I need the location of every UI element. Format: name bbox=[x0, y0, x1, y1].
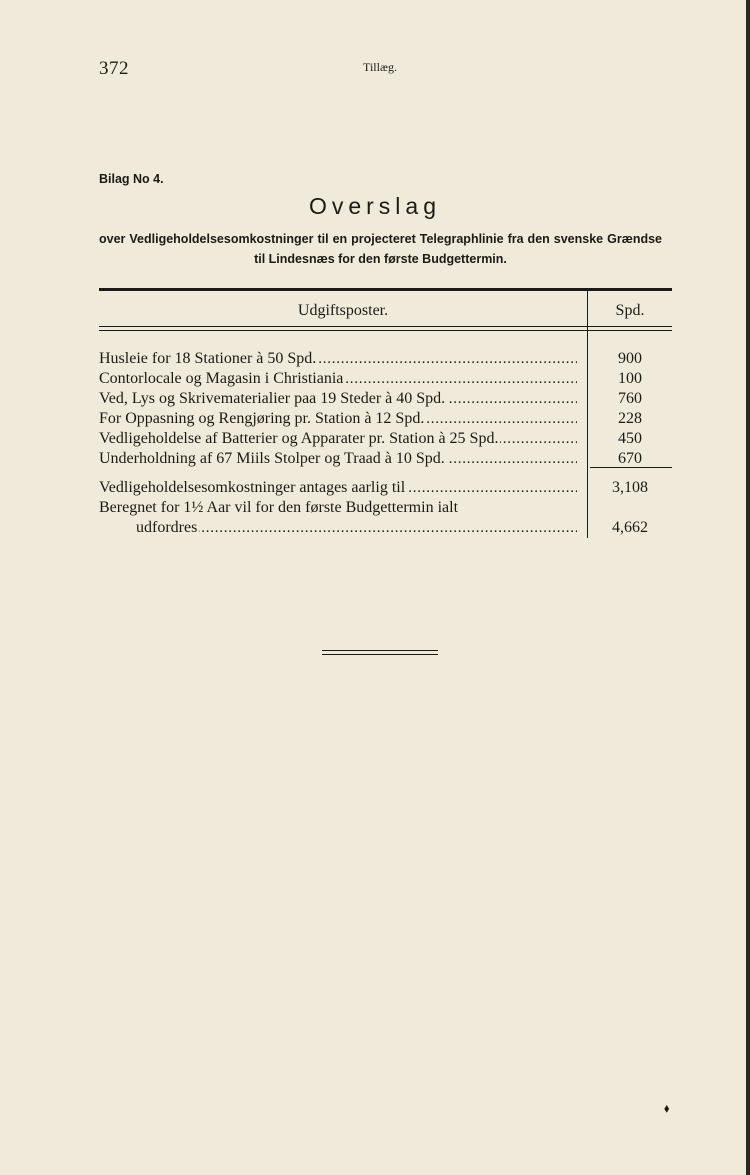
row-value: 228 bbox=[618, 410, 642, 427]
appendix-label: Bilag No 4. bbox=[99, 172, 164, 186]
sum-rule bbox=[590, 467, 672, 468]
budget-total-label-line2: udfordres bbox=[136, 519, 198, 536]
row-label: For Oppasning og Rengjøring pr. Station à 12 Spd. bbox=[99, 410, 425, 427]
row-label: Husleie for 18 Stationer à 50 Spd. bbox=[99, 350, 317, 367]
row-value: 670 bbox=[618, 450, 642, 467]
printer-mark: ⬧ bbox=[664, 1101, 670, 1115]
table-row bbox=[99, 349, 672, 369]
row-label: Vedligeholdelse af Batterier og Apparater pr. Station à 25 Spd. bbox=[99, 430, 499, 447]
column-header-items: Udgiftsposter. bbox=[297, 302, 389, 319]
running-head: Tillæg. bbox=[363, 60, 397, 74]
row-label: Ved, Lys og Skrivematerialier paa 19 Steder à 40 Spd. bbox=[99, 390, 446, 407]
document-subtitle: over Vedligeholdelsesomkostninger til en projecteret Telegraphlinie fra den svenske Grændse til Lindesnæs for den første Budgettermin. bbox=[99, 232, 662, 266]
budget-total-label-line1: Beregnet for 1½ Aar vil for den første Budgettermin ialt bbox=[99, 499, 459, 516]
annual-total-value: 3,108 bbox=[612, 479, 648, 496]
column-header-spd: Spd. bbox=[615, 302, 645, 319]
row-value: 100 bbox=[618, 370, 642, 387]
row-label: Underholdning af 67 Miils Stolper og Traad à 10 Spd. bbox=[99, 450, 445, 467]
page-number: 372 bbox=[99, 58, 129, 79]
budget-total-value: 4,662 bbox=[612, 519, 648, 536]
end-rule bbox=[322, 654, 438, 655]
totals-section bbox=[99, 478, 672, 538]
row-value: 450 bbox=[618, 430, 642, 447]
row-value: 760 bbox=[618, 390, 642, 407]
table-row bbox=[99, 389, 672, 409]
annual-total-row bbox=[99, 478, 672, 498]
table-row bbox=[99, 409, 672, 429]
page-edge bbox=[746, 0, 750, 1175]
budget-total-row bbox=[99, 498, 672, 518]
row-value: 900 bbox=[618, 350, 642, 367]
end-rule bbox=[322, 650, 438, 651]
budget-total-row-cont bbox=[99, 518, 672, 538]
row-label: Contorlocale og Magasin i Christiania bbox=[99, 370, 344, 387]
table-row bbox=[99, 369, 672, 389]
table-row bbox=[99, 449, 672, 469]
expense-items bbox=[99, 349, 672, 469]
annual-total-label: Vedligeholdelsesomkostninger antages aarlig til bbox=[99, 479, 406, 496]
table-row bbox=[99, 429, 672, 449]
document-title: Overslag bbox=[308, 193, 442, 219]
